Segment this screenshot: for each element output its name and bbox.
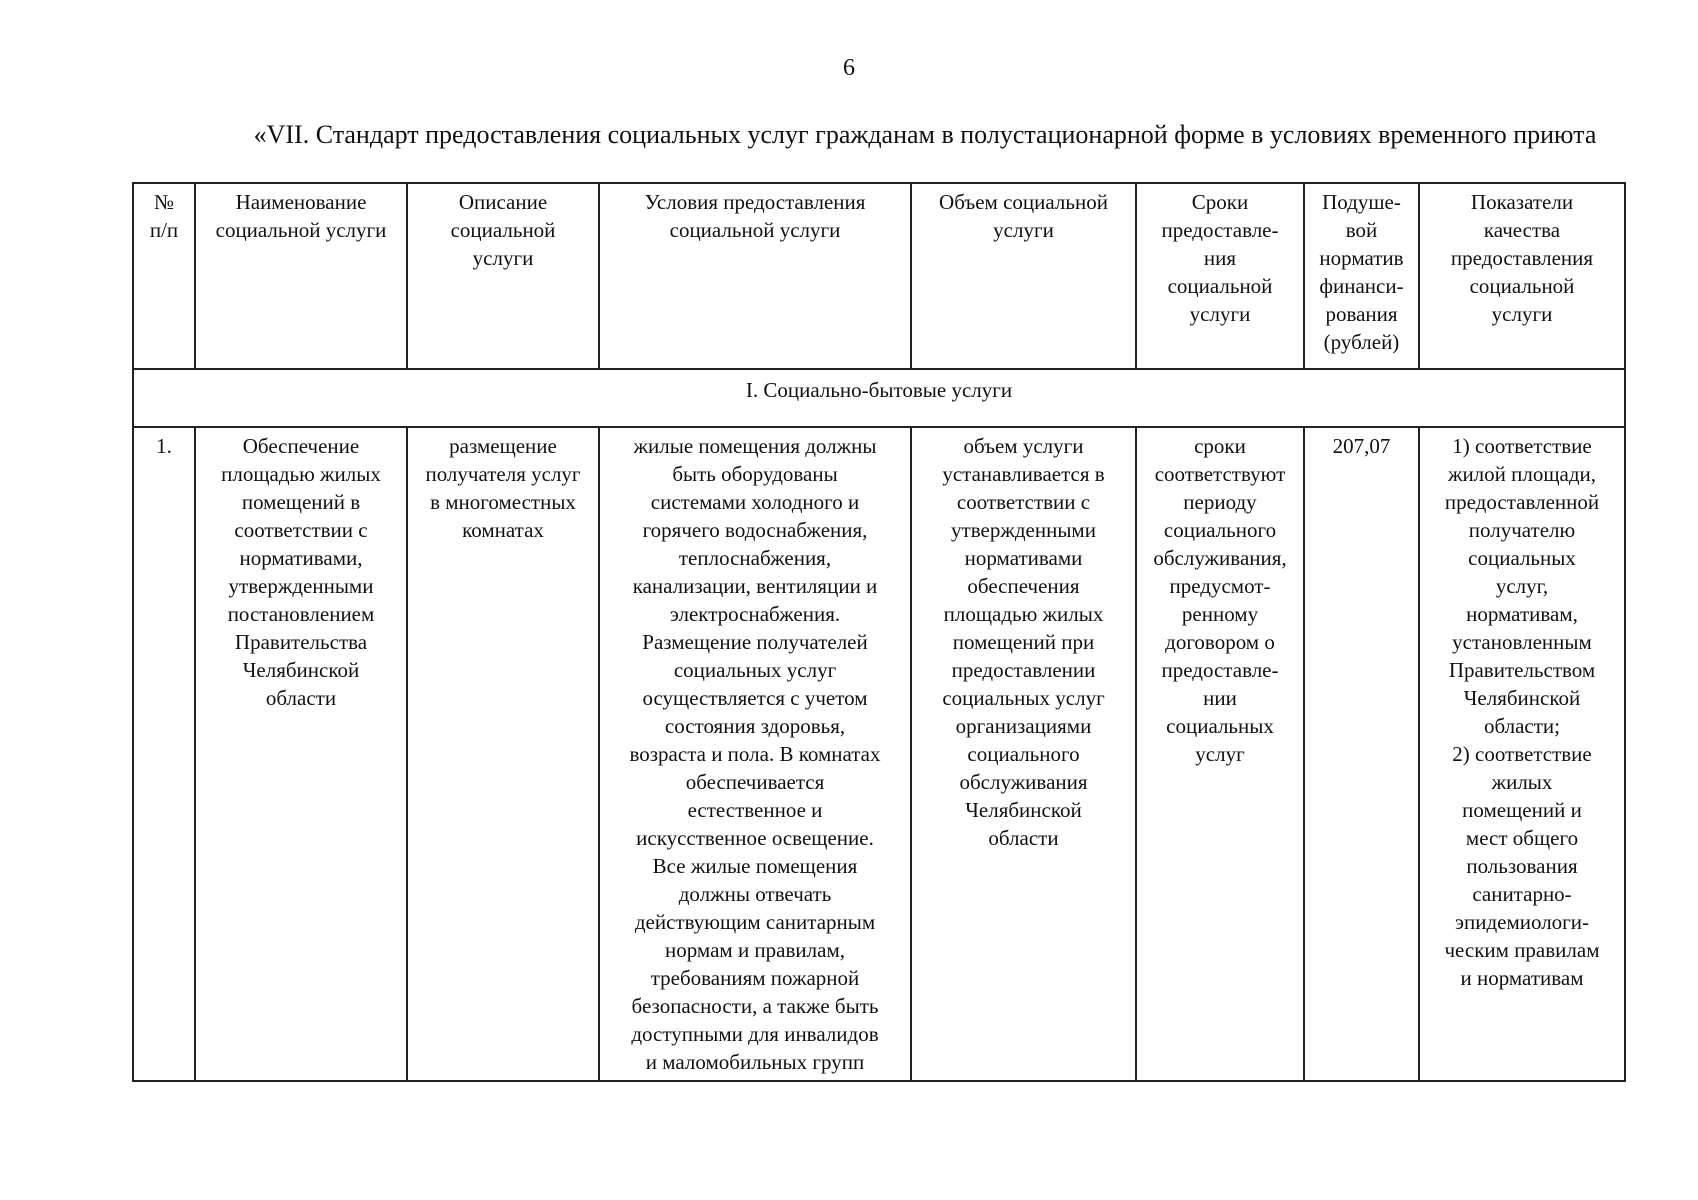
section-title: I. Социально-бытовые услуги [133,369,1625,427]
row-conditions: жилые помещения должны быть оборудованы системами холодного и горячего водоснабжения, теплоснабжения, канализации, вентиляции и электроснабжения. Размещение получателей социальных услуг осуществляется с учетом состояния здоровья, возраста и пола. В комнатах обеспечивается естественное и искусственное освещение. Все жилые помещения должны отвечать действующим санитарным нормам и правилам, требованиям пожарной безопасности, а также быть доступными для инвалидов и маломобильных групп [599,427,911,1081]
header-terms: Сроки предоставле- ния социальной услуги [1136,183,1304,369]
row-quality: 1) соответствие жилой площади, предоставленной получателю социальных услуг, нормативам, установленным Правительством Челябинской области; 2) соответствие жилых помещений и мест общего пользования санитарно- эпидемиологи- ческим правилам и нормативам [1419,427,1625,1081]
row-norm: 207,07 [1304,427,1419,1081]
section-row [133,369,1625,427]
row-service-name: Обеспечение площадью жилых помещений в соответствии с нормативами, утвержденными постановлением Правительства Челябинской области [195,427,407,1081]
header-description: Описание социальной услуги [407,183,599,369]
header-volume: Объем социальной услуги [911,183,1136,369]
header-norm: Подуше- вой норматив финанси- рования (рублей) [1304,183,1419,369]
header-conditions: Условия предоставления социальной услуги [599,183,911,369]
header-service-name: Наименование социальной услуги [195,183,407,369]
table-header-row [133,183,1625,369]
row-description: размещение получателя услуг в многоместных комнатах [407,427,599,1081]
standard-table [132,182,1626,1082]
header-number: № п/п [133,183,195,369]
page-number: 6 [843,55,855,81]
row-terms: сроки соответствуют периоду социального обслуживания, предусмот- ренному договором о предоставле- нии социальных услуг [1136,427,1304,1081]
row-volume: объем услуги устанавливается в соответствии с утвержденными нормативами обеспечения площадью жилых помещений при предоставлении социальных услуг организациями социального обслуживания Челябинской области [911,427,1136,1081]
page-title: «VII. Стандарт предоставления социальных услуг гражданам в полустационарной форме в условиях временного приюта [253,120,1597,149]
row-number: 1. [133,427,195,1081]
header-quality: Показатели качества предоставления социальной услуги [1419,183,1625,369]
table-row [133,427,1625,1081]
